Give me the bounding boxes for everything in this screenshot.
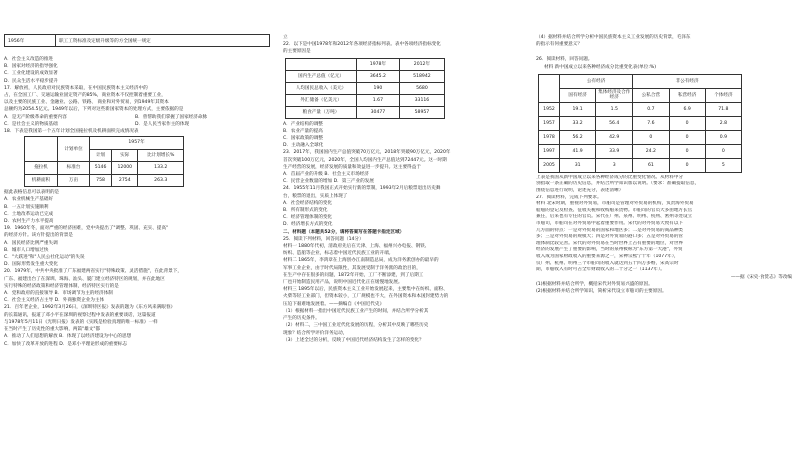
table-cell: 0 bbox=[669, 144, 705, 158]
q17-option-a: A．是无产阶级革命的重要内容 bbox=[4, 114, 67, 120]
text-line: 火柴等轻工业部门，但资本较小，工厂规模也不大，在外国资本和本国封建势力的 bbox=[283, 294, 449, 300]
text-line: 兼任，后来也有专任的官员。宋代在广州、泉州、明州、杭州、密州等处设立 bbox=[536, 214, 693, 220]
text-line: 在生产中存在很多的问题，1872年开始，工厂不断添建，到了后期工 bbox=[283, 272, 424, 278]
economy-table bbox=[285, 58, 445, 119]
column-left bbox=[4, 34, 266, 348]
table-cell: 33.2 bbox=[560, 116, 596, 130]
table-row bbox=[539, 116, 742, 130]
column-middle bbox=[283, 34, 525, 344]
text-line: 的经济方针。该方针提出的背景是 bbox=[4, 233, 73, 239]
text-line: 与1978年5月11日《光明日报》发表的《实践是检验真理的唯一标准》一样 bbox=[4, 319, 158, 325]
section-heading: 二、材料题（本题共52分，请将答案写在答题卡指定区域） bbox=[283, 229, 405, 235]
text-line: A．产业结构的调整 bbox=[283, 121, 323, 127]
table-cell: 2.8 bbox=[705, 116, 741, 130]
text-line: A．社会主义改造的推进 bbox=[4, 57, 54, 62]
table-cell: 1978 bbox=[539, 130, 560, 144]
source-note: ——据《宋史·食货志》等改编 bbox=[730, 274, 792, 280]
text-line: 军事工业企业，由于时代局限性，其发展受制于洋务派的政治目的， bbox=[283, 265, 421, 271]
text-line: 船舶的登记及检查、征收关税和收购舶来货物。市舶司的官员大多由地方长官 bbox=[536, 207, 693, 213]
text-line: 市舶司，市舶司在对外贸易中起着重要作用。宋代的对外贸易大致有以下 bbox=[536, 220, 684, 226]
table-row bbox=[286, 82, 445, 94]
text-line: 纺织、造船等企业，标志着中国近代民族工业的开端。 bbox=[283, 251, 394, 257]
text-line: 以及主要的民族工业、金融业、公路、铁路、 商业和对外贸易，到1949年其资本 bbox=[4, 100, 169, 106]
column-right bbox=[536, 34, 792, 295]
table-cell: 0 bbox=[669, 130, 705, 144]
text-line: 生产经营的发展，经济发展的质量和效益进一步提升。这主要得益于 bbox=[283, 164, 421, 170]
text-line: (2)根据材料并结合所学知识，简析宋代设立市舶司的主要原因。 bbox=[536, 289, 667, 295]
question-block bbox=[4, 189, 266, 347]
table-cell: 国内生产总值（亿元） bbox=[286, 70, 357, 82]
text-line: A．社会经济结构的变化 bbox=[283, 200, 333, 206]
table-row bbox=[286, 106, 445, 118]
q18-stem: 18．下表是我国第一个五年计划全国拖拉机及机耕面积完成情况表 bbox=[4, 129, 139, 135]
text-line: 理体制比较完善。宋代的对外贸易在当时世界上占有重要的地位，对世界 bbox=[536, 240, 684, 246]
question-block bbox=[283, 236, 525, 344]
table-cell: 33116 bbox=[399, 94, 444, 106]
table-cell: 粮食产量（万吨） bbox=[286, 106, 357, 118]
text-line: 首次突破100万亿元，2020年，全国人均国内生产总值达到72447元。这一时期 bbox=[283, 157, 447, 163]
text-line: C．工业化建设的成效显著 bbox=[4, 71, 58, 77]
table-cell: 0 bbox=[669, 158, 705, 172]
text-line: D．主动融入全球化 bbox=[283, 143, 324, 149]
text-line: B．城市人口增加过快 bbox=[4, 247, 49, 253]
text-line: 仅广州、杭州、明州三个市舶司的收入就达到五十四万多缗，宋高宗时 bbox=[536, 260, 679, 266]
policy-year: 1956年 bbox=[5, 35, 56, 47]
table-row bbox=[539, 144, 742, 158]
q26-stem: 26．阅读材料，回答问题。 bbox=[536, 57, 593, 63]
text-line: B．国家对经济的指导强化 bbox=[4, 64, 58, 70]
text-line: 材料 北宋时期，重视对外贸易，市舶司是管理对外贸易的机构，负责海外贸易 bbox=[536, 201, 694, 207]
text-line: C．民营企业数量的增加 D．第三产业的发展 bbox=[283, 179, 374, 185]
text-line: 的主要原因是 bbox=[283, 49, 311, 55]
text-line: （2）材料二，三中国工业近代化发展的历程，分析其中反映了哪些历史 bbox=[283, 323, 429, 329]
question-block bbox=[283, 121, 525, 229]
table-cell: 56.4 bbox=[596, 116, 633, 130]
table-cell: 24.2 bbox=[633, 144, 669, 158]
th-actual: 实际 bbox=[112, 149, 138, 162]
table-cell: 42.9 bbox=[596, 130, 633, 144]
text-line: 广东、福建出台了在深圳、珠海、汕头、厦门建立经济特区的规划，并在此地区 bbox=[4, 276, 165, 282]
th-public: 公有经济 bbox=[560, 74, 633, 88]
text-line: 厂也开始制造民用产品，说明中国近代化正在缓慢地发展。 bbox=[283, 280, 403, 286]
text-line: 实行特殊的经济政策和经济管理体制，经济特区实行的是 bbox=[4, 283, 119, 289]
table-cell: 3 bbox=[596, 158, 633, 172]
text-line: D．经济增长方式的变化 bbox=[283, 222, 333, 228]
table-cell: 58957 bbox=[399, 106, 444, 118]
text-line: 现象？结合所学评价洋务运动， bbox=[283, 330, 348, 336]
text-line: D．国际形势发生重大变化 bbox=[4, 262, 59, 268]
table-title: 材料 新中国成立以来各种经济成分比重变化表(单位:%) bbox=[544, 64, 657, 70]
text-line: C．加快了改革开放的进程 D．是邓小平理论形成的重要标志 bbox=[4, 341, 128, 347]
table-cell: 1952 bbox=[539, 102, 560, 116]
table-cell: 1957 bbox=[539, 116, 560, 130]
table-row bbox=[286, 94, 445, 106]
table-cell: 人均国民总收入（美元） bbox=[286, 82, 357, 94]
table-cell: 518942 bbox=[399, 70, 444, 82]
q17-options-row2 bbox=[4, 121, 266, 128]
table-cell: 1.5 bbox=[596, 102, 633, 116]
text-line: C．经济管理体制的变化 bbox=[283, 215, 333, 221]
q17-option-d: D．是人民当家作主的体现 bbox=[135, 121, 190, 127]
table-cell: 30477 bbox=[357, 106, 400, 118]
text-line: 据此表格信息可以表明的是 bbox=[4, 190, 60, 196]
table-row bbox=[286, 70, 445, 82]
text-line: 的长篇通讯，报道了邓小平在深圳的视察过程中发表的重要谈话，这篇报道 bbox=[4, 312, 156, 318]
text-line: 27．阅读材料，完成下列要求。 bbox=[536, 194, 602, 200]
text-line: 立 bbox=[283, 35, 288, 40]
text-line: A．推动了人们思想的解放 B．体现了以经济建设为中心的思想 bbox=[4, 334, 132, 340]
text-line: （4）据材料并结合所学分析中国民族资本主义工业发展的历史背景，毛泽东 bbox=[536, 35, 691, 40]
table-cell: 71.8 bbox=[705, 102, 741, 116]
text-line: 24．1955年11月我国正式开始实行新的票制，1993年2月后粮票退出历史舞 bbox=[283, 186, 441, 192]
text-line: 围绕信息进行说明，论述充分，表述清晰） bbox=[536, 188, 624, 193]
th-plan: 计划 bbox=[90, 149, 112, 162]
text-line: 总额约为2054.5亿元。1949年以后，下列对这些新国家资本的处理方式，主要依据的是 bbox=[4, 107, 184, 113]
text-line: (1)根据材料并结合所学，概括宋代对外贸易兴盛的原因。 bbox=[536, 281, 653, 287]
table-cell: 0 bbox=[669, 116, 705, 130]
text-line: 19．1960年冬，面对严重的经济困难，党中央提出了"调整、巩固、充实、提高" bbox=[4, 226, 169, 232]
th-2012: 2012年 bbox=[399, 58, 444, 70]
text-line: 压迫下艰难地发展着。——摘编自《中国近代史》 bbox=[283, 301, 385, 307]
table-row: 拖拉机 标准台 5146 12000 133.2 bbox=[25, 162, 184, 175]
table-row bbox=[539, 158, 742, 172]
text-line: 别指取一条正确的历史信息，并结合所学知识加以说明。（要求：准确提取信息， bbox=[536, 181, 700, 187]
th-nonpublic: 非公有经济 bbox=[633, 74, 742, 88]
text-line: C．社会主义经济占主导 D．外商独资企业为主体 bbox=[4, 298, 105, 304]
question-block bbox=[536, 34, 792, 48]
table-row bbox=[539, 130, 742, 144]
table-cell: 33.9 bbox=[596, 144, 633, 158]
text-line: A．农业机械生产基础好 bbox=[4, 197, 54, 203]
text-line: 几方面的特点：一是对外贸易的国家和地区多；二是对外贸易的商品种类 bbox=[536, 227, 684, 233]
text-line: C．土地改革运动已完成 bbox=[4, 211, 54, 217]
tractor-table bbox=[24, 136, 184, 187]
text-line: 占，在全国工厂、交通运输业固定资产的85%，商业资本不仅控制着重要工业， bbox=[4, 93, 166, 99]
policy-text: 职工工资标准及定级升级等的方全国统一规定 bbox=[56, 35, 270, 47]
text-line: 25．阅读下列材料，回答问题（14分） bbox=[283, 236, 364, 242]
table-cell: 61 bbox=[633, 158, 669, 172]
table-cell: 19.1 bbox=[560, 102, 596, 116]
text-line: 台，粮票的退出，实质上体现了 bbox=[283, 193, 348, 199]
text-line: 材料二 1865年，李鸿章在上海创办江南制造总局，成为洋务派创办的最早的 bbox=[283, 258, 439, 264]
text-line: C．国家政策的调整 bbox=[283, 136, 323, 142]
text-line: A．国民经济比例严重失调 bbox=[4, 240, 58, 246]
text-line: 20．1979年，中共中央批准了广东福建两省实行"特殊政策、灵活措施"，在此背景下， bbox=[4, 269, 182, 275]
table-cell: 7.6 bbox=[633, 116, 669, 130]
table-cell: 5680 bbox=[399, 82, 444, 94]
text-line: 21．百年老企业，1992年3月26日，《深圳特区报》发表的题为《东方风来满眼春》 bbox=[4, 305, 176, 311]
text-line: 材料一 1880年代初，清政府先后在天津、上海、福州兴办电报、钢铁、 bbox=[283, 244, 430, 250]
table-cell: 6.9 bbox=[669, 102, 705, 116]
table-cell: 外汇储备（亿美元） bbox=[286, 94, 357, 106]
table-cell: 0.7 bbox=[633, 102, 669, 116]
table-cell: 1.67 bbox=[357, 94, 400, 106]
table-cell: 56.2 bbox=[560, 130, 596, 144]
th-growth: 比计划增长% bbox=[138, 149, 184, 162]
q17-option-c: C．是社会主义的物质基础 bbox=[4, 121, 58, 127]
text-line: A．党和政府的直接领导 B．市场调节为主的经济体制 bbox=[4, 291, 113, 297]
text-line: （3）上述全过的分析，反映了中国近代经济结构发生了怎样的变化？ bbox=[283, 337, 424, 343]
question-block bbox=[4, 56, 266, 114]
text-line: 期，市舶收入有时可占全年财政收入的二十分之一（1137年）。 bbox=[536, 267, 665, 273]
table-cell: 31 bbox=[560, 158, 596, 172]
text-line: 多；三是对外贸易的规模大；四是对外贸易的港口多；五是对外贸易的管 bbox=[536, 234, 684, 240]
table-cell: 0.9 bbox=[705, 130, 741, 144]
text-line: （1）根据材料一指出中国近代民族工业产生的时间，并结合所学分析其 bbox=[283, 308, 429, 314]
text-line: 在当时产生了历史性的重大影响，两篇"雄文"都 bbox=[4, 327, 101, 333]
table-cell: 1997 bbox=[539, 144, 560, 158]
table-cell: 3645.2 bbox=[357, 70, 400, 82]
question-block bbox=[536, 281, 792, 295]
text-line: B．农业产量的提高 bbox=[283, 128, 323, 134]
text-line: 23．2017年，我国国内生产总值突破70万亿元，2018年突破90万亿元，2020年 bbox=[283, 150, 451, 156]
table-cell: 190 bbox=[357, 82, 400, 94]
text-line: 经济的发展产生了重要的影响，当时的泉州被称为"东方第一大港"，外贸 bbox=[536, 247, 683, 253]
th-year: 1957年 bbox=[90, 137, 184, 150]
question-block bbox=[536, 175, 792, 274]
text-line: 的指示有何重要意义？ bbox=[536, 42, 582, 48]
q17-option-b: B．曾帮助我们掌握了国家经济命脉 bbox=[135, 114, 208, 120]
q17-options-row1 bbox=[4, 114, 266, 121]
text-line: D．农村生产力水平提高 bbox=[4, 219, 54, 225]
table-row bbox=[539, 102, 742, 116]
table-cell: 41.9 bbox=[560, 144, 596, 158]
table-cell: 0 bbox=[705, 144, 741, 158]
text-line: 产生的历史条件。 bbox=[283, 316, 320, 322]
text-line: 材料三 1895年以后，民族资本主义工业开始发展起来，主要集中在纺织、面粉、 bbox=[283, 287, 448, 293]
text-line: 上表是我国从新中国成立以来各种经济成分的比重变化情况。从材料中分 bbox=[536, 174, 684, 180]
table-cell: 5 bbox=[705, 158, 741, 172]
table-cell: 2005 bbox=[539, 158, 560, 172]
text-line: D．民众生活水平稳步提升 bbox=[4, 78, 59, 84]
th-1978: 1978年 bbox=[357, 58, 400, 70]
text-line: 17．解放初，人民政府对民族资本采取，在中国民族资本主义经济中的 bbox=[4, 85, 148, 91]
th-unit: 计划单位 bbox=[58, 137, 90, 162]
question-block bbox=[283, 34, 525, 56]
ownership-table: 公有经济 非公有经济 国有经济 集体经济及合作经济 公私合营 私营经济 个体经济 1952 19.1 1.5 0.7 6.9 71.8 1957 33.2 56.4 7.6 0 2.8 1978 56.2 42.9 0 0 0.9 1997 41.9 33.9 24.2 0 0 2005 31 3 61 0 5 bbox=[538, 74, 742, 173]
text-line: A．首届产业的升级 B．社会主义市场经济 bbox=[283, 172, 369, 178]
text-line: 22．以下是中国1978年和2012年各项经济指标列表。表中各项经济指标变化 bbox=[283, 42, 441, 48]
text-line: C．"大跃进"和"人民公社化运动"的失误 bbox=[4, 255, 85, 261]
text-line: 收入成为国家财政收入的重要来源之一，宋神宗熙宁十年（1077年）， bbox=[536, 253, 679, 259]
text-line: B．所有制形式的变化 bbox=[283, 208, 328, 214]
table-row: 机耕面积 万亩 758 2754 263.3 bbox=[25, 174, 184, 187]
text-line: B．一五计划实施顺利 bbox=[4, 204, 49, 210]
table-cell: 0 bbox=[633, 130, 669, 144]
